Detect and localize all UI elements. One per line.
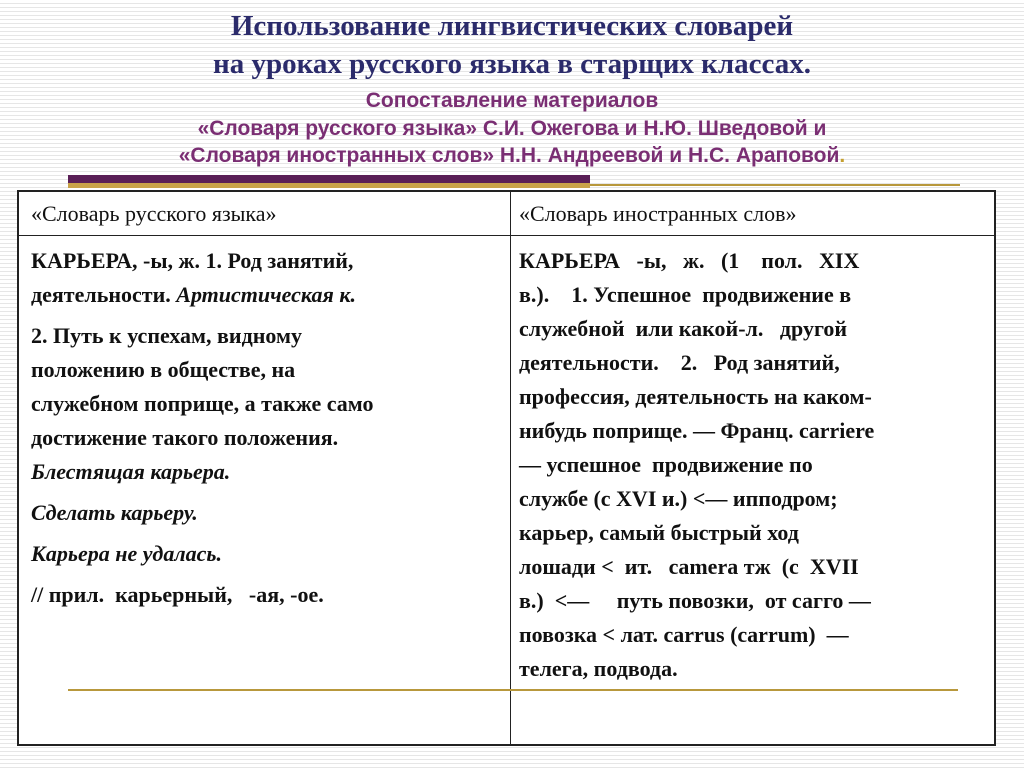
right-entry-line: в.) <— путь повозки, от сагго — — [519, 588, 871, 613]
left-entry-line: достижение такого положения. — [31, 425, 339, 450]
left-entry-line: положению в обществе, на — [31, 357, 296, 382]
comparison-table — [17, 190, 996, 746]
right-entry-line: службе (с XVI и.) <— ипподром; — [519, 486, 838, 511]
right-entry-line: лошади < ит. camera тж (с XVII — [519, 554, 859, 579]
left-entry-cell — [31, 244, 501, 612]
right-entry-line: нибудь поприще. — Франц. carriere — [519, 418, 875, 443]
table-header-divider — [19, 235, 994, 236]
left-entry-line: 2. Путь к успехам, видному — [31, 323, 302, 348]
left-entry-example: Карьера не удалась. — [31, 541, 222, 566]
right-entry-line: телега, подвода. — [519, 656, 678, 681]
right-entry-line: карьер, самый быстрый ход — [519, 520, 799, 545]
right-entry-cell — [519, 244, 975, 686]
subtitle-line-3 — [0, 144, 1024, 168]
decorative-gold-rule-top — [590, 184, 960, 186]
decorative-gold-bar — [68, 183, 590, 188]
left-entry-line: // прил. карьерный, -ая, -ое. — [31, 582, 324, 607]
right-entry-line: деятельности. 2. Род занятий, — [519, 350, 840, 375]
decorative-gold-rule-bottom — [68, 689, 958, 691]
left-entry-text: деятельности. — [31, 282, 177, 307]
subtitle-line-3-period: . — [839, 144, 846, 167]
left-entry-example: Сделать карьеру. — [31, 500, 198, 525]
left-entry-line: служебном поприще, а также само — [31, 391, 374, 416]
right-entry-line: в.). 1. Успешное продвижение в — [519, 282, 852, 307]
slide-title-line-1: Использование лингвистических словарей — [230, 10, 794, 42]
right-entry-line: служебной или какой-л. другой — [519, 316, 848, 341]
right-entry-line: профессия, деятельность на каком- — [519, 384, 872, 409]
subtitle-line-2: «Словаря русского языка» С.И. Ожегова и Н.Ю. Шведовой и — [197, 117, 827, 140]
left-entry-example: Блестящая карьера. — [31, 459, 231, 484]
left-entry-line — [31, 278, 501, 312]
left-entry-line: КАРЬЕРА, -ы, ж. 1. Род занятий, — [31, 248, 354, 273]
left-entry-example: Артистическая к. — [176, 282, 356, 307]
left-column-header: «Словарь русского языка» — [31, 201, 277, 226]
right-entry-line: КАРЬЕРА -ы, ж. (1 пол. XIX — [519, 248, 860, 273]
right-entry-line: повозка < лат. carrus (carrum) — — [519, 622, 849, 647]
subtitle-line-3-text: «Словаря иностранных слов» Н.Н. Андреевой и Н.С. Араповой — [178, 144, 840, 167]
right-entry-line: — успешное продвижение по — [519, 452, 813, 477]
subtitle-line-1: Сопоставление материалов — [365, 89, 659, 112]
table-column-divider — [510, 192, 511, 744]
right-column-header: «Словарь иностранных слов» — [519, 201, 797, 226]
slide-title-line-2: на уроках русского языка в старщих классах. — [212, 48, 811, 80]
